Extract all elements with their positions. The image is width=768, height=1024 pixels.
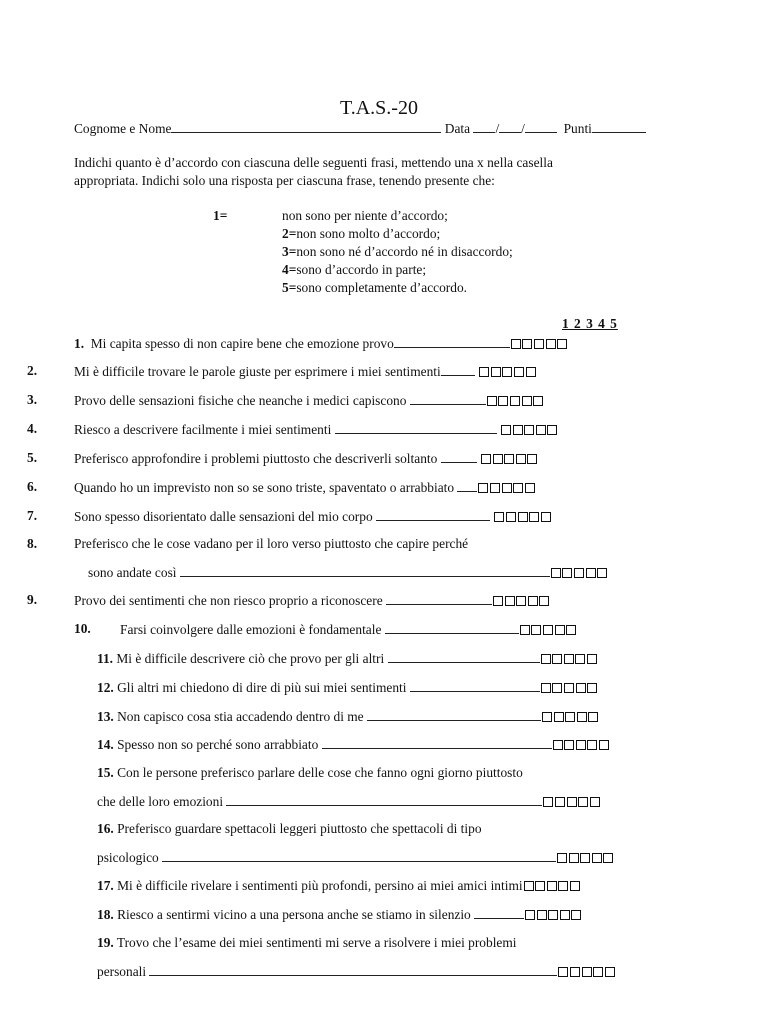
response-box-2[interactable]: [522, 339, 532, 349]
response-box-1[interactable]: [557, 853, 567, 863]
response-box-5[interactable]: [533, 396, 543, 406]
response-boxes: [557, 850, 615, 866]
response-boxes: [551, 565, 609, 581]
response-box-3[interactable]: [576, 740, 586, 750]
response-box-1[interactable]: [553, 740, 563, 750]
response-boxes: [525, 907, 583, 923]
item-text-continued: che delle loro emozioni: [97, 794, 224, 809]
list-item: [97, 935, 517, 951]
item-number: 3.: [27, 392, 38, 407]
response-box-1[interactable]: [494, 512, 504, 522]
response-box-4[interactable]: [593, 967, 603, 977]
date-label: Data: [444, 121, 471, 136]
list-item: [97, 765, 523, 781]
page-title: T.A.S.-20: [340, 97, 418, 119]
points-field[interactable]: [592, 120, 646, 133]
list-item: [74, 392, 545, 409]
item-text: Mi è difficile rivelare i sentimenti più profondi, persino ai miei amici intimi: [117, 878, 523, 893]
item-number: 7.: [27, 508, 38, 523]
response-box-5[interactable]: [587, 683, 597, 693]
response-box-4[interactable]: [513, 483, 523, 493]
item-text: Non capisco cosa stia accadendo dentro di me: [117, 709, 364, 724]
response-box-1[interactable]: [558, 967, 568, 977]
name-label: Cognome e Nome: [74, 121, 172, 136]
response-box-1[interactable]: [541, 683, 551, 693]
list-item: [97, 821, 482, 837]
response-box-5[interactable]: [590, 797, 600, 807]
response-box-5[interactable]: [539, 596, 549, 606]
response-box-1[interactable]: [501, 425, 511, 435]
response-box-3[interactable]: [565, 712, 575, 722]
list-item-continuation: [97, 849, 615, 866]
item-number: 17.: [97, 878, 114, 893]
item-text: Preferisco guardare spettacoli leggeri piuttosto che spettacoli di tipo: [117, 821, 482, 836]
response-box-2[interactable]: [555, 797, 565, 807]
item-text: Spesso non so perché sono arrabbiato: [117, 737, 319, 752]
response-boxes: [511, 336, 569, 352]
response-box-1[interactable]: [525, 910, 535, 920]
item-text-continued: psicologico: [97, 850, 159, 865]
response-box-2[interactable]: [535, 881, 545, 891]
scale-text: non sono molto d’accordo;: [296, 226, 441, 241]
response-box-4[interactable]: [522, 396, 532, 406]
scale-item-1: [213, 208, 448, 224]
response-box-1[interactable]: [543, 797, 553, 807]
name-field[interactable]: [171, 120, 441, 133]
response-box-3[interactable]: [518, 512, 528, 522]
list-item: [74, 592, 551, 609]
date-separator: /: [495, 121, 500, 136]
item-number: 2.: [27, 363, 38, 378]
response-box-4[interactable]: [576, 683, 586, 693]
item-number: 13.: [97, 709, 114, 724]
response-box-2[interactable]: [490, 483, 500, 493]
response-box-3[interactable]: [574, 568, 584, 578]
response-box-5[interactable]: [566, 625, 576, 635]
header-line: [74, 120, 646, 137]
response-box-5[interactable]: [587, 654, 597, 664]
response-boxes: [487, 393, 545, 409]
response-box-5[interactable]: [603, 853, 613, 863]
instructions-line-1: Indichi quanto è d’accordo con ciascuna delle seguenti frasi, mettendo una x nella casella: [74, 155, 553, 170]
scale-key: 5=: [282, 280, 297, 295]
response-box-3[interactable]: [516, 596, 526, 606]
response-box-2[interactable]: [513, 425, 523, 435]
item-text: Trovo che l’esame dei miei sentimenti mi serve a risolvere i miei problemi: [116, 935, 517, 950]
item-number: 12.: [97, 680, 114, 695]
response-box-1[interactable]: [479, 367, 489, 377]
response-box-3[interactable]: [567, 797, 577, 807]
response-boxes: [542, 709, 600, 725]
scale-text: non sono per niente d’accordo;: [282, 208, 448, 223]
response-boxes: [543, 794, 601, 810]
scale-text: sono completamente d’accordo.: [296, 280, 467, 295]
scale-item-5: [282, 280, 467, 296]
response-box-5[interactable]: [557, 339, 567, 349]
scale-key: 3=: [282, 244, 297, 259]
response-box-5[interactable]: [588, 712, 598, 722]
response-box-2[interactable]: [505, 596, 515, 606]
list-item-continuation: [88, 564, 609, 581]
response-box-2[interactable]: [531, 625, 541, 635]
response-boxes: [520, 622, 578, 638]
item-text: Preferisco che le cose vadano per il loro verso piuttosto che capire perché: [74, 536, 469, 551]
response-box-4[interactable]: [586, 568, 596, 578]
response-box-1[interactable]: [487, 396, 497, 406]
item-text-continued: personali: [97, 964, 147, 979]
response-box-4[interactable]: [536, 425, 546, 435]
item-number: 19.: [97, 935, 114, 950]
date-day-field[interactable]: [473, 120, 495, 133]
list-item: [74, 450, 539, 467]
item-text: Con le persone preferisco parlare delle cose che fanno ogni giorno piuttosto: [117, 765, 523, 780]
response-box-2[interactable]: [493, 454, 503, 464]
response-box-5[interactable]: [571, 910, 581, 920]
response-box-2[interactable]: [506, 512, 516, 522]
response-boxes: [541, 651, 599, 667]
response-box-4[interactable]: [577, 712, 587, 722]
item-number: 11.: [97, 651, 113, 666]
points-label: Punti: [563, 121, 592, 136]
date-month-field[interactable]: [499, 120, 521, 133]
response-box-3[interactable]: [524, 425, 534, 435]
list-item: [120, 621, 578, 638]
list-item: [74, 508, 552, 525]
response-box-4[interactable]: [514, 367, 524, 377]
list-item: [74, 335, 569, 352]
response-box-4[interactable]: [560, 910, 570, 920]
response-box-3[interactable]: [564, 654, 574, 664]
scale-key: 1=: [213, 208, 228, 223]
list-item: [74, 421, 559, 438]
list-item: [97, 708, 600, 725]
response-boxes: [481, 451, 539, 467]
response-boxes: [479, 364, 537, 380]
response-box-2[interactable]: [498, 396, 508, 406]
list-item: [97, 679, 599, 696]
response-boxes: [553, 737, 611, 753]
response-boxes: [494, 509, 552, 525]
response-box-1[interactable]: [511, 339, 521, 349]
item-text: Gli altri mi chiedono di dire di più sui miei sentimenti: [117, 680, 407, 695]
response-box-2[interactable]: [491, 367, 501, 377]
response-boxes: [524, 878, 582, 894]
item-text: Farsi coinvolgere dalle emozioni è fondamentale: [120, 622, 382, 637]
response-box-1[interactable]: [542, 712, 552, 722]
response-box-4[interactable]: [546, 339, 556, 349]
list-item-continuation: [97, 963, 616, 980]
list-item: [97, 906, 583, 923]
list-item: [97, 878, 582, 894]
item-text: Mi capita spesso di non capire bene che emozione provo: [90, 336, 394, 351]
response-box-5[interactable]: [525, 483, 535, 493]
response-box-1[interactable]: [541, 654, 551, 664]
scale-text: sono d’accordo in parte;: [296, 262, 427, 277]
response-boxes: [541, 680, 599, 696]
response-box-5[interactable]: [605, 967, 615, 977]
item-number: 15.: [97, 765, 114, 780]
response-box-4[interactable]: [528, 596, 538, 606]
response-boxes: [493, 593, 551, 609]
response-box-1[interactable]: [551, 568, 561, 578]
response-box-4[interactable]: [575, 654, 585, 664]
response-box-1[interactable]: [524, 881, 534, 891]
response-box-4[interactable]: [592, 853, 602, 863]
item-text: Preferisco approfondire i problemi piuttosto che descriverli soltanto: [74, 451, 438, 466]
response-box-2[interactable]: [562, 568, 572, 578]
list-item: [74, 363, 537, 380]
scale-text: non sono né d’accordo né in disaccordo;: [296, 244, 513, 259]
response-box-5[interactable]: [599, 740, 609, 750]
response-boxes: [478, 480, 536, 496]
response-box-1[interactable]: [493, 596, 503, 606]
date-separator: /: [521, 121, 525, 136]
response-box-3[interactable]: [548, 910, 558, 920]
response-box-3[interactable]: [510, 396, 520, 406]
item-text-continued: sono andate così: [88, 565, 177, 580]
item-text: Quando ho un imprevisto non so se sono triste, spaventato o arrabbiato: [74, 480, 455, 495]
response-box-3[interactable]: [564, 683, 574, 693]
response-box-3[interactable]: [534, 339, 544, 349]
response-box-2[interactable]: [569, 853, 579, 863]
item-text: Provo delle sensazioni fisiche che neanche i medici capiscono: [74, 393, 407, 408]
list-item: [74, 479, 536, 496]
response-boxes: [558, 964, 616, 980]
response-box-5[interactable]: [526, 367, 536, 377]
response-box-4[interactable]: [578, 797, 588, 807]
list-item: [97, 650, 599, 667]
response-box-4[interactable]: [516, 454, 526, 464]
item-number: 16.: [97, 821, 114, 836]
response-box-2[interactable]: [537, 910, 547, 920]
response-box-5[interactable]: [570, 881, 580, 891]
response-boxes: [501, 422, 559, 438]
response-box-3[interactable]: [502, 483, 512, 493]
response-box-3[interactable]: [543, 625, 553, 635]
scale-item-2: [282, 226, 440, 242]
response-box-2[interactable]: [554, 712, 564, 722]
scale-key: 4=: [282, 262, 297, 277]
response-box-2[interactable]: [552, 683, 562, 693]
response-box-3[interactable]: [504, 454, 514, 464]
item-number: 1.: [74, 336, 85, 351]
item-text: Provo dei sentimenti che non riesco proprio a riconoscere: [74, 593, 383, 608]
response-box-4[interactable]: [587, 740, 597, 750]
item-number: 6.: [27, 479, 38, 494]
instructions-line-2: appropriata. Indichi solo una risposta per ciascuna frase, tenendo presente che:: [74, 173, 495, 188]
response-box-4[interactable]: [529, 512, 539, 522]
item-number: 14.: [97, 737, 114, 752]
item-text: Mi è difficile descrivere ciò che provo per gli altri: [116, 651, 385, 666]
response-box-2[interactable]: [570, 967, 580, 977]
item-number: 8.: [27, 536, 38, 551]
scale-item-3: [282, 244, 513, 260]
list-item-continuation: [97, 793, 601, 810]
item-number: 10.: [74, 621, 91, 636]
response-box-5[interactable]: [541, 512, 551, 522]
item-number: 18.: [97, 907, 114, 922]
item-number: 4.: [27, 421, 38, 436]
item-number: 5.: [27, 450, 38, 465]
item-text: Riesco a sentirmi vicino a una persona anche se stiamo in silenzio: [117, 907, 471, 922]
response-box-5[interactable]: [597, 568, 607, 578]
item-number: 9.: [27, 592, 38, 607]
item-text: Mi è difficile trovare le parole giuste per esprimere i miei sentimenti: [74, 364, 441, 379]
response-box-4[interactable]: [555, 625, 565, 635]
response-box-4[interactable]: [558, 881, 568, 891]
scale-column-header: 1 2 3 4 5: [562, 316, 618, 331]
response-box-3[interactable]: [502, 367, 512, 377]
scale-key: 2=: [282, 226, 297, 241]
date-year-field[interactable]: [525, 120, 557, 133]
item-text: Riesco a descrivere facilmente i miei sentimenti: [74, 422, 332, 437]
response-box-3[interactable]: [582, 967, 592, 977]
response-box-2[interactable]: [564, 740, 574, 750]
response-box-1[interactable]: [481, 454, 491, 464]
scale-item-4: [282, 262, 426, 278]
response-box-5[interactable]: [547, 425, 557, 435]
response-box-1[interactable]: [478, 483, 488, 493]
item-text: Sono spesso disorientato dalle sensazioni del mio corpo: [74, 509, 373, 524]
response-box-3[interactable]: [547, 881, 557, 891]
response-box-5[interactable]: [527, 454, 537, 464]
list-item: [97, 736, 611, 753]
response-box-2[interactable]: [552, 654, 562, 664]
response-box-3[interactable]: [580, 853, 590, 863]
response-box-1[interactable]: [520, 625, 530, 635]
